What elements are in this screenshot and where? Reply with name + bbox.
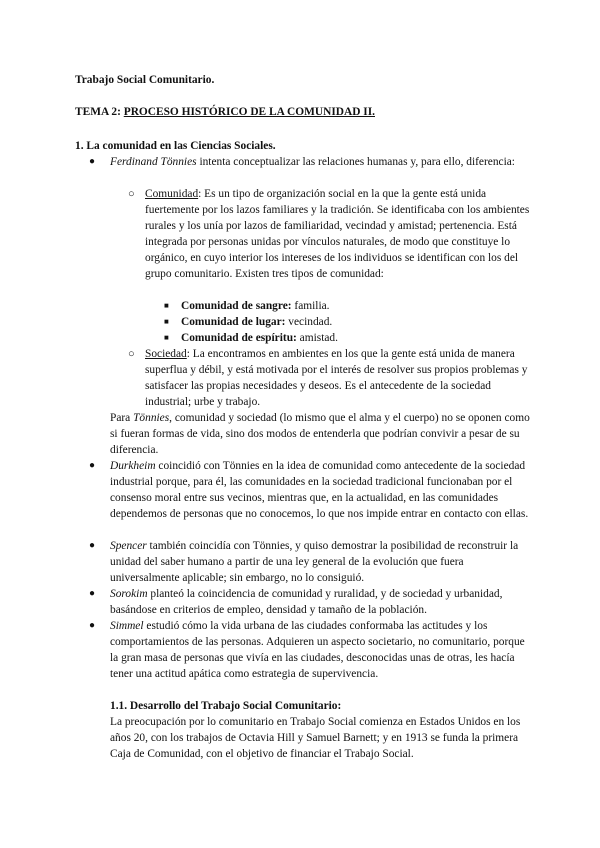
square-bullet-icon: ■ (164, 301, 169, 310)
comunidad-term: Comunidad (145, 188, 199, 200)
tema-heading (75, 104, 535, 120)
comunidad-text: : Es un tipo de organización social en la que la gente está unida fuertemente por los lazos familiares y la tradición. Se identificaba con los ambientes rurales y los unía por lazos de familiaridad, vecindad y amistad; pertenencia. Está integrada por personas unidas por vínculos naturales, de modo que constituye lo orgánico, en cuyo interior los intereses de los individuos se identifican con los del grupo comunitario. Existen tres tipos de comunidad: (145, 188, 530, 280)
square-bullet-icon: ■ (164, 333, 169, 342)
author-spencer (110, 538, 530, 586)
tema-prefix: TEMA 2: (75, 106, 124, 118)
tonnies-text: intenta conceptualizar las relaciones humanas y, para ello, diferencia: (196, 156, 515, 168)
author-text: estudió cómo la vida urbana de las ciudades conformaba las actitudes y los comportamientos de las personas. Adquieren un aspecto societario, no comunitario, porque la gran masa de personas que vivía en las ciudades, desconocidas unas de otras, les hacía tener una actitud apática como estrategia de supervivencia. (110, 620, 525, 680)
section-1-1-heading: 1.1. Desarrollo del Trabajo Social Comunitario: (110, 700, 342, 712)
sociedad-text: : La encontramos en ambientes en los que la gente está unida de manera superflua y débil, y está motivada por el interés de resolver sus propios problemas y satisfacer las propias necesidades y deseos. Es el antecedente de la sociedad industrial; urbe y trabajo. (145, 348, 528, 408)
author-name: Spencer (110, 540, 147, 552)
author-sorokim (110, 586, 530, 618)
author-name: Durkheim (110, 460, 156, 472)
tema-title: PROCESO HISTÓRICO DE LA COMUNIDAD II. (123, 106, 375, 118)
author-text: también coincidía con Tönnies, y quiso demostrar la posibilidad de reconstruir la unidad del saber humano a partir de una ley general de la evolución que fuera universalmente aplicable; sin embargo, no lo consiguió. (110, 540, 519, 584)
tonnies-conclusion-paragraph (110, 410, 530, 458)
bullet-icon: ● (89, 460, 96, 471)
author-name: Sorokim (110, 588, 148, 600)
type-label: Comunidad de lugar: (181, 316, 286, 328)
para-name: Tönnies (133, 412, 170, 424)
square-bullet-icon: ■ (164, 317, 169, 326)
document-title: Trabajo Social Comunitario. (75, 74, 215, 86)
sociedad-paragraph (145, 346, 530, 410)
bullet-icon: ● (89, 588, 96, 599)
bullet-icon: ● (89, 540, 96, 551)
type-value: familia. (291, 300, 330, 312)
circle-bullet-icon: ○ (128, 348, 135, 360)
type-item-sangre (181, 298, 530, 314)
para-prefix: Para (110, 412, 134, 424)
type-value: amistad. (296, 332, 338, 344)
author-durkheim (110, 458, 530, 522)
author-simmel (110, 618, 530, 682)
comunidad-paragraph (145, 186, 530, 282)
type-item-espiritu (181, 330, 530, 346)
circle-bullet-icon: ○ (128, 188, 135, 200)
section-1-heading: 1. La comunidad en las Ciencias Sociales. (75, 140, 276, 152)
tonnies-paragraph (110, 154, 530, 170)
author-text: coincidió con Tönnies en la idea de comunidad como antecedente de la sociedad industrial porque, para él, las comunidades en la sociedad tradicional funcionaban por el consenso moral entre sus vecinos, mientras que, en la actualidad, en las comunidades dependemos de personas que no conocemos, lo que nos impide entrar en contacto con ellas. (110, 460, 529, 520)
author-text: planteó la coincidencia de comunidad y ruralidad, y de sociedad y urbanidad, basándose en criterios de empleo, densidad y tamaño de la población. (110, 588, 503, 616)
bullet-icon: ● (89, 620, 96, 631)
type-label: Comunidad de espíritu: (181, 332, 297, 344)
type-label: Comunidad de sangre: (181, 300, 292, 312)
sociedad-term: Sociedad (145, 348, 187, 360)
para-text: , comunidad y sociedad (lo mismo que el alma y el cuerpo) no se oponen como si fueran formas de vida, sino dos modos de entenderla que podrían convivir a pesar de su diferencia. (110, 412, 530, 456)
section-1-1-paragraph: La preocupación por lo comunitario en Trabajo Social comienza en Estados Unidos en los años 20, con los trabajos de Octavia Hill y Samuel Barnett; y en 1913 se funda la primera Caja de Comunidad, con el objetivo de financiar el Trabajo Social. (110, 716, 521, 760)
author-name: Simmel (110, 620, 144, 632)
bullet-icon: ● (89, 156, 96, 167)
tonnies-name: Ferdinand Tönnies (110, 156, 197, 168)
type-item-lugar (181, 314, 530, 330)
type-value: vecindad. (285, 316, 333, 328)
